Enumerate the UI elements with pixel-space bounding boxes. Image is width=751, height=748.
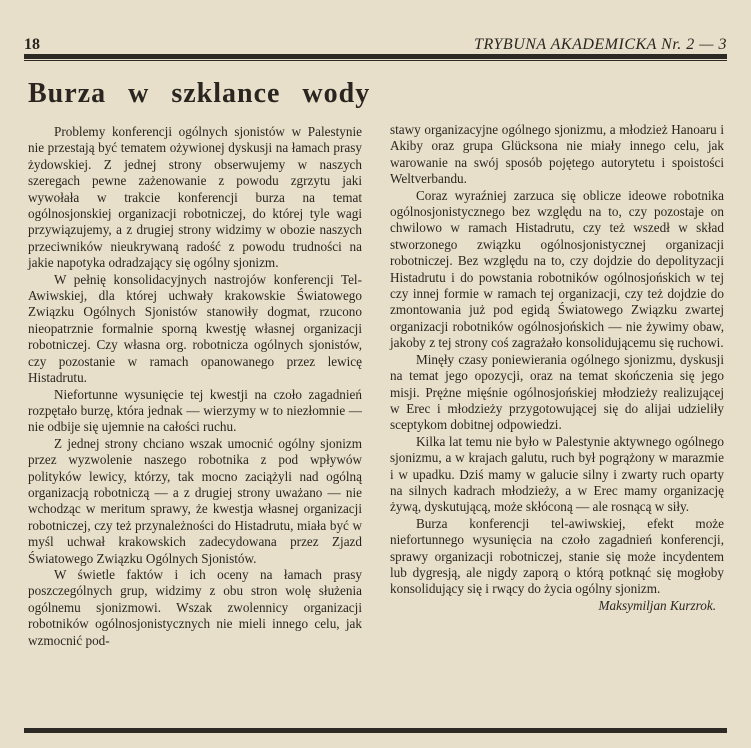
header-rule-thin (24, 60, 727, 61)
paragraph: W świetle faktów i ich oceny na łamach prasy poszczególnych grup, widzimy z obu stron wolę służenia ogólnemu sjonizmowi. Wszak zwolennicy organizacji robotników ogólnosjonistycznych nie mieli innego celu, jak wzmocnić pod- (28, 566, 362, 648)
paragraph: Z jednej strony chciano wszak umocnić ogólny sjonizm przez wyzwolenie naszego robotnika z pod wpływów polityków lewicy, którzy, tak mocno zaciążyli nad ogólną organizacją robotniczą — a z drugiej strony uważano — nie wchodząc w meritum sprawy, że kwestja własnej organizacji robotniczej, czy też przynależności do Histadrutu, miała być w myśl uchwał krakowskich zadecydowana przez Zjazd Światowego Związku Ogólnych Sjonistów. (28, 435, 362, 566)
paragraph: Burza konferencji tel-awiwskiej, efekt może niefortunnego wysunięcia na czoło zagadnień konferencji, sprawy organizacji robotniczej, stanie się może incydentem lub dygresją, ale nigdy zaporą o którą potknąć się mogłoby konsolidujący się i rwący do życia ogólny sjonizm. (390, 515, 724, 597)
journal-title: TRYBUNA AKADEMICKA Nr. 2 — 3 (474, 36, 727, 53)
footer-rule (24, 728, 727, 733)
article-column-left (28, 124, 362, 649)
author-signature: Maksymiljan Kurzrok. (598, 597, 716, 613)
paragraph: Niefortunne wysunięcie tej kwestji na czoło zagadnień rozpętało burzę, która jednak — wierzymy w to niezłomnie — nie odbije się ujemnie na całości ruchu. (28, 386, 362, 435)
paragraph: Problemy konferencji ogólnych sjonistów w Palestynie nie przestają być tematem ożywionej dyskusji na łamach prasy żydowskiej. Z jednej strony obserwujemy w naszych szeregach pewne zażenowanie z powodu zgrzytu jaki wywołała w trakcie konferencji burza na temat ogólnosjonskiej organizacji robotniczej, do której tyle wagi przywiązujemy, a z drugiej strony widzimy w obozie naszych przeciwników nieukrywaną radość z powodu trudności na jakie napotyka odradzający się ogólny sjonizm. (28, 124, 362, 271)
page-number: 18 (24, 36, 40, 53)
article-title: Burza w szklance wody (28, 78, 371, 109)
paragraph: Minęły czasy poniewierania ogólnego sjonizmu, dyskusji na temat jego opozycji, oraz na temat skończenia się jego misji. Prężne mięśnie ogólnosjońskiej młodzieży realizującej w Erec i młodzieży przygotowującej się do alijai udzieliły sceptykom dobitnej odpowiedzi. (390, 351, 724, 433)
paragraph: W pełnię konsolidacyjnych nastrojów konferencji Tel-Awiwskiej, dla której uchwały krakowskie Światowego Związku Ogólnych Sjonistów stanowiły dogmat, rzucono nieopatrznie formalnie sporną kwestję własnej organizacji robotniczej. Czy własna org. robotnicza ogólnych sjonistów, czy pozostanie w ramach opanowanego przez lewicę Histadrutu. (28, 271, 362, 386)
paragraph-continuation: stawy organizacyjne ogólnego sjonizmu, a młodzież Hanoaru i Akiby oraz grupa Glücksona nie miały innego celu, jak warowanie na swój sposób pojętego autorytetu i spoistości Weltverbandu. (390, 122, 724, 187)
header-rule (24, 54, 727, 59)
article-column-right (390, 122, 724, 614)
paragraph: Coraz wyraźniej zarzuca się oblicze ideowe robotnika ogólnosjonistycznego bez względu na to, czy pozostaje on chwilowo w ramach Histadrutu, czy też wszedł w skład stworzonego związku ogólnosjonistycznej organizacji robotniczej. Bez względu na to, czy dojdzie do depolityzacji Histadrutu i do powstania robotników ogólnosjońskich w tej czy innej formie w ramach tej organizacji, czy też dojdzie do zmontowania już pod egidą Światowego Związku zwartej organizacji robotników ogólnosjońskich — nie żywimy obaw, jakoby z tej strony coś zagrażało konsolidującemu się ruchowi. (390, 187, 724, 351)
paragraph: Kilka lat temu nie było w Palestynie aktywnego ogólnego sjonizmu, a w krajach galutu, ruch był pogrążony w marazmie i w upadku. Dziś mamy w galucie silny i zwarty ruch oparty na silnych kadrach młodzieży, a w Erec mamy organizację żywą, dyskutującą, może skłóconą — ale rosnącą w siły. (390, 433, 724, 515)
running-header (24, 34, 727, 54)
